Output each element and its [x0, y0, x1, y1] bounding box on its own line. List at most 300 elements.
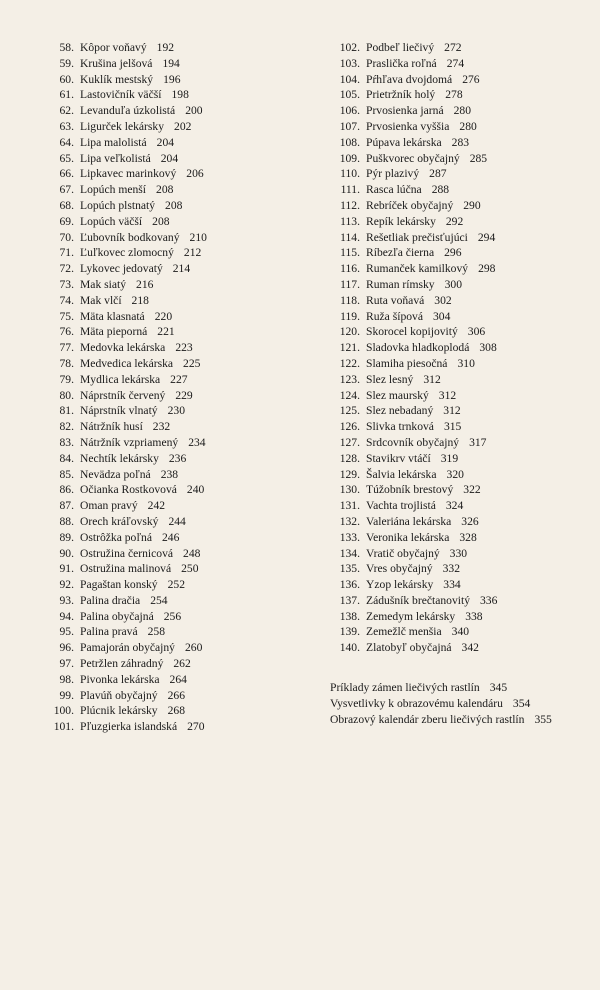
- entry-number: 98.: [59, 672, 74, 686]
- toc-entry: [330, 166, 592, 182]
- toc-entry: [330, 467, 592, 483]
- entry-page-number: 302: [434, 293, 452, 307]
- entry-page-number: 280: [459, 119, 477, 133]
- entry-page-number: 262: [173, 657, 191, 671]
- toc-entry: [330, 198, 592, 214]
- entry-number: 83.: [59, 435, 74, 449]
- entry-number: 90.: [59, 546, 74, 560]
- toc-entry: [46, 182, 316, 198]
- entry-page-number: 330: [449, 546, 468, 560]
- entry-page-number: 230: [167, 404, 185, 418]
- toc-appendix-entry: [330, 696, 592, 712]
- entry-page-number: 202: [174, 119, 192, 133]
- entry-title: Medvedica lekárska: [80, 356, 174, 370]
- entry-number: 119.: [340, 309, 360, 323]
- toc-entry: [46, 356, 316, 372]
- entry-number: 89.: [59, 530, 74, 544]
- entry-page-number: 208: [156, 183, 174, 197]
- entry-page-number: 218: [131, 293, 149, 307]
- toc-entry: [46, 624, 316, 640]
- toc-entry: [330, 309, 592, 325]
- entry-page-number: 312: [443, 404, 461, 418]
- toc-entry: [46, 703, 316, 719]
- entry-title: Rumanček kamilkový: [366, 262, 469, 276]
- entry-page-number: 308: [479, 341, 497, 355]
- entry-number: 116.: [340, 262, 360, 276]
- entry-page-number: 272: [444, 41, 462, 54]
- entry-page-number: 192: [156, 41, 175, 54]
- entry-page-number: 244: [168, 514, 186, 528]
- entry-page-number: 320: [446, 467, 464, 481]
- entry-title: Ríbezľa čierna: [366, 246, 435, 260]
- entry-page-number: 300: [444, 277, 462, 291]
- entry-number: 135.: [339, 562, 360, 576]
- entry-title: Orech kráľovský: [80, 514, 159, 528]
- entry-number: 94.: [59, 609, 74, 623]
- toc-entry: [46, 119, 316, 135]
- entry-title: Podbeľ liečivý: [366, 41, 435, 54]
- toc-entry: [46, 245, 316, 261]
- toc-entry: [46, 609, 316, 625]
- toc-entry: [46, 640, 316, 656]
- entry-page-number: 328: [459, 530, 477, 544]
- entry-title: Púpava lekárska: [366, 135, 442, 149]
- entry-page-number: 332: [442, 562, 460, 576]
- entry-page-number: 238: [160, 467, 179, 481]
- entry-title: Pagaštan konský: [80, 578, 158, 592]
- toc-appendix-entry: [330, 680, 592, 696]
- entry-title: Slivka trnková: [366, 420, 434, 434]
- entry-page-number: 296: [444, 246, 462, 260]
- entry-title: Mäta klasnatá: [80, 309, 145, 323]
- toc-entry: [330, 261, 592, 277]
- entry-title: Slamiha piesočná: [366, 356, 448, 370]
- entry-title: Ostružina černicová: [80, 546, 174, 560]
- entry-number: 108.: [339, 135, 360, 149]
- toc-entry: [330, 403, 592, 419]
- toc-entry: [46, 482, 316, 498]
- entry-number: 133.: [339, 530, 360, 544]
- toc-entry: [330, 482, 592, 498]
- entry-number: 70.: [59, 230, 74, 244]
- toc-entry: [46, 261, 316, 277]
- entry-title: Praslička roľná: [366, 56, 437, 70]
- entry-page-number: 194: [162, 56, 180, 70]
- toc-entry: [330, 388, 592, 404]
- entry-number: 111.: [340, 183, 360, 197]
- entry-page-number: 236: [168, 451, 187, 465]
- entry-title: Valeriána lekárska: [366, 514, 452, 528]
- entry-page-number: 342: [461, 641, 479, 655]
- entry-title: Vysvetlivky k obrazovému kalendáru: [330, 696, 503, 710]
- entry-number: 95.: [59, 625, 74, 639]
- entry-page-number: 256: [163, 609, 182, 623]
- entry-number: 136.: [339, 578, 360, 592]
- toc-entry: [46, 340, 316, 356]
- toc-entry: [330, 372, 592, 388]
- toc-entry: [330, 214, 592, 230]
- toc-entry: [330, 609, 592, 625]
- toc-entry: [46, 388, 316, 404]
- toc-entry: [46, 166, 316, 182]
- toc-entry: [330, 56, 592, 72]
- entry-page-number: 315: [443, 420, 462, 434]
- entry-title: Vratič obyčajný: [366, 546, 440, 560]
- entry-title: Vachta trojlistá: [366, 499, 436, 513]
- entry-number: 81.: [59, 404, 74, 418]
- entry-number: 113.: [340, 214, 360, 228]
- toc-entry: [46, 40, 316, 56]
- toc-entry: [330, 530, 592, 546]
- entry-title: Palina obyčajná: [80, 609, 154, 623]
- entry-page-number: 240: [186, 483, 205, 497]
- entry-page-number: 326: [461, 514, 479, 528]
- entry-number: 91.: [59, 562, 74, 576]
- entry-title: Vres obyčajný: [366, 562, 433, 576]
- toc-entry: [46, 577, 316, 593]
- entry-title: Plúcnik lekársky: [80, 704, 158, 718]
- entry-page-number: 242: [147, 499, 166, 513]
- entry-title: Kôpor voňavý: [80, 41, 147, 54]
- entry-title: Palina pravá: [80, 625, 138, 639]
- entry-number: 65.: [59, 151, 74, 165]
- entry-number: 73.: [59, 277, 74, 291]
- entry-page-number: 274: [446, 56, 465, 70]
- entry-page-number: 212: [183, 246, 202, 260]
- entry-number: 97.: [59, 657, 74, 671]
- entry-title: Veronika lekárska: [366, 530, 450, 544]
- entry-title: Prvosienka vyššia: [366, 119, 450, 133]
- entry-title: Slez maurský: [366, 388, 429, 402]
- entry-number: 128.: [339, 451, 360, 465]
- entry-page-number: 221: [157, 325, 175, 339]
- toc-entry: [46, 72, 316, 88]
- entry-number: 132.: [339, 514, 360, 528]
- entry-number: 93.: [59, 593, 74, 607]
- entry-title: Lipkavec marinkový: [80, 167, 177, 181]
- toc-entry: [46, 672, 316, 688]
- entry-page-number: 294: [477, 230, 496, 244]
- entry-number: 137.: [339, 593, 360, 607]
- entry-title: Zádušník brečtanovitý: [366, 593, 470, 607]
- entry-number: 62.: [59, 104, 74, 118]
- entry-number: 72.: [59, 262, 74, 276]
- toc-entry: [46, 372, 316, 388]
- toc-entry: [46, 214, 316, 230]
- entry-title: Mäta pieporná: [80, 325, 148, 339]
- entry-page-number: 298: [478, 262, 496, 276]
- entry-page-number: 288: [431, 183, 450, 197]
- entry-page-number: 322: [463, 483, 481, 497]
- entry-title: Lykovec jedovatý: [80, 262, 163, 276]
- entry-title: Srdcovník obyčajný: [366, 435, 460, 449]
- toc-entry: [330, 451, 592, 467]
- entry-number: 123.: [339, 372, 360, 386]
- entry-title: Náprstník vlnatý: [80, 404, 158, 418]
- entry-title: Stavikrv vtáčí: [366, 451, 431, 465]
- entry-page-number: 266: [167, 688, 185, 702]
- entry-title: Pŕhľava dvojdomá: [366, 72, 453, 86]
- entry-number: 100.: [53, 704, 74, 718]
- entry-page-number: 304: [433, 309, 451, 323]
- entry-number: 69.: [59, 214, 74, 228]
- entry-number: 60.: [59, 72, 74, 86]
- entry-title: Skorocel kopijovitý: [366, 325, 458, 339]
- entry-title: Medovka lekárska: [80, 341, 166, 355]
- entry-number: 140.: [339, 641, 360, 655]
- entry-title: Prietržník holý: [366, 88, 436, 102]
- entry-page-number: 198: [171, 88, 189, 102]
- entry-title: Obrazový kalendár zberu liečivých rastlín: [330, 712, 525, 726]
- entry-page-number: 280: [453, 104, 471, 118]
- entry-title: Lastovičník väčší: [80, 88, 162, 102]
- toc-entry: [46, 435, 316, 451]
- toc-left-column: [46, 40, 316, 735]
- entry-number: 103.: [339, 56, 360, 70]
- entry-title: Pamajorán obyčajný: [80, 641, 175, 655]
- toc-entry: [46, 561, 316, 577]
- entry-page-number: 229: [175, 388, 193, 402]
- entry-number: 122.: [339, 356, 360, 370]
- entry-title: Lopúch väčší: [80, 214, 143, 228]
- entry-number: 115.: [340, 246, 360, 260]
- toc-entry: [46, 451, 316, 467]
- entry-title: Túžobník brestový: [366, 483, 454, 497]
- entry-page-number: 234: [188, 435, 206, 449]
- toc-entry: [46, 514, 316, 530]
- entry-title: Zemedym lekársky: [366, 609, 456, 623]
- entry-number: 106.: [339, 104, 360, 118]
- entry-title: Pýr plazivý: [366, 167, 420, 181]
- entry-page-number: 220: [154, 309, 173, 323]
- toc-entry: [46, 403, 316, 419]
- toc-entry: [46, 530, 316, 546]
- toc-entry: [46, 151, 316, 167]
- entry-title: Ligurček lekársky: [80, 119, 165, 133]
- entry-title: Príklady zámen liečivých rastlín: [330, 681, 480, 695]
- entry-title: Mydlica lekárska: [80, 372, 161, 386]
- toc-entry: [46, 467, 316, 483]
- entry-page-number: 200: [185, 104, 203, 118]
- entry-number: 118.: [340, 293, 360, 307]
- toc-entry: [46, 87, 316, 103]
- entry-page-number: 250: [181, 562, 199, 576]
- entry-title: Repík lekársky: [366, 214, 436, 228]
- entry-page-number: 264: [169, 672, 187, 686]
- toc-entry: [330, 87, 592, 103]
- toc-entry: [330, 435, 592, 451]
- toc-entry: [330, 624, 592, 640]
- entry-title: Sladovka hladkoplodá: [366, 341, 470, 355]
- entry-number: 127.: [339, 435, 360, 449]
- entry-number: 130.: [339, 483, 360, 497]
- entry-title: Lopúch menší: [80, 183, 147, 197]
- entry-page-number: 246: [162, 530, 180, 544]
- entry-number: 59.: [59, 56, 74, 70]
- entry-number: 87.: [59, 499, 74, 513]
- entry-page-number: 292: [445, 214, 464, 228]
- toc-entry: [330, 340, 592, 356]
- entry-page-number: 306: [467, 325, 486, 339]
- entry-page-number: 206: [186, 167, 204, 181]
- entry-title: Ostružina malinová: [80, 562, 172, 576]
- entry-page-number: 223: [175, 341, 193, 355]
- entry-title: Petržlen záhradný: [80, 657, 164, 671]
- entry-title: Puškvorec obyčajný: [366, 151, 460, 165]
- entry-title: Očianka Rostkovová: [80, 483, 177, 497]
- entry-page-number: 252: [167, 578, 185, 592]
- entry-title: Mak vlčí: [80, 293, 122, 307]
- entry-title: Oman pravý: [80, 499, 138, 513]
- entry-number: 66.: [59, 167, 74, 181]
- entry-page-number: 287: [429, 167, 447, 181]
- entry-number: 107.: [339, 119, 360, 133]
- entry-page-number: 324: [445, 499, 464, 513]
- entry-title: Slez nebadaný: [366, 404, 434, 418]
- toc-entry: [330, 498, 592, 514]
- entry-number: 117.: [340, 277, 360, 291]
- entry-title: Nevädza poľná: [80, 467, 151, 481]
- entry-page-number: 204: [160, 151, 179, 165]
- entry-number: 61.: [59, 88, 74, 102]
- toc-entry: [46, 688, 316, 704]
- entry-page-number: 196: [163, 72, 181, 86]
- toc-entry: [330, 546, 592, 562]
- toc-appendix-list: [330, 680, 592, 727]
- entry-title: Kuklík mestský: [80, 72, 154, 86]
- entry-number: 112.: [340, 198, 360, 212]
- entry-page-number: 336: [480, 593, 498, 607]
- entry-page-number: 254: [150, 593, 168, 607]
- entry-number: 134.: [339, 546, 360, 560]
- entry-number: 67.: [59, 183, 74, 197]
- toc-entry: [330, 277, 592, 293]
- entry-page-number: 285: [469, 151, 488, 165]
- toc-entry: [330, 135, 592, 151]
- entry-number: 88.: [59, 514, 74, 528]
- entry-title: Rešetliak prečisťujúci: [366, 230, 468, 244]
- toc-entry: [46, 498, 316, 514]
- entry-title: Lopúch plstnatý: [80, 198, 156, 212]
- toc-right-column: [330, 40, 592, 727]
- entry-title: Ľuľkovec zlomocný: [80, 246, 174, 260]
- toc-entry: [330, 324, 592, 340]
- toc-entry: [330, 119, 592, 135]
- entry-title: Mak siatý: [80, 277, 127, 291]
- toc-entry: [330, 640, 592, 656]
- entry-title: Palina dračia: [80, 593, 141, 607]
- entry-title: Náprstník červený: [80, 388, 166, 402]
- toc-entry: [46, 293, 316, 309]
- entry-page-number: 312: [438, 388, 457, 402]
- toc-entry: [46, 546, 316, 562]
- entry-number: 68.: [59, 198, 74, 212]
- entry-page-number: 340: [451, 625, 470, 639]
- toc-entry: [330, 561, 592, 577]
- entry-page-number: 270: [187, 720, 205, 734]
- toc-entry: [46, 135, 316, 151]
- entry-title: Šalvia lekárska: [366, 467, 437, 481]
- toc-entry: [330, 230, 592, 246]
- entry-number: 77.: [59, 341, 74, 355]
- entry-number: 125.: [339, 404, 360, 418]
- entry-number: 74.: [59, 293, 74, 307]
- entry-page-number: 290: [463, 198, 481, 212]
- toc-entry: [46, 277, 316, 293]
- toc-entry: [330, 72, 592, 88]
- toc-entry: [330, 419, 592, 435]
- toc-appendix-entry: [330, 712, 592, 728]
- toc-entry: [330, 593, 592, 609]
- entry-title: Zemežlč menšia: [366, 625, 442, 639]
- entry-page-number: 355: [534, 712, 552, 726]
- entry-number: 110.: [340, 167, 360, 181]
- entry-number: 109.: [339, 151, 360, 165]
- toc-entry: [46, 230, 316, 246]
- toc-entry: [46, 419, 316, 435]
- toc-entry: [330, 514, 592, 530]
- entry-page-number: 354: [512, 696, 531, 710]
- toc-entry: [330, 182, 592, 198]
- entry-page-number: 204: [156, 135, 175, 149]
- toc-entry: [46, 593, 316, 609]
- entry-page-number: 248: [183, 546, 201, 560]
- entry-title: Yzop lekársky: [366, 578, 434, 592]
- entry-number: 85.: [59, 467, 74, 481]
- entry-title: Ruta voňavá: [366, 293, 425, 307]
- entry-number: 79.: [59, 372, 74, 386]
- toc-entry: [330, 577, 592, 593]
- entry-number: 78.: [59, 356, 74, 370]
- entry-number: 131.: [339, 499, 360, 513]
- entry-number: 129.: [339, 467, 360, 481]
- entry-number: 138.: [339, 609, 360, 623]
- entry-title: Nátržník vzpriamený: [80, 435, 179, 449]
- entry-title: Ľubovník bodkovaný: [80, 230, 180, 244]
- toc-entry: [330, 293, 592, 309]
- entry-title: Prvosienka jarná: [366, 104, 444, 118]
- entry-number: 92.: [59, 578, 74, 592]
- entry-number: 75.: [59, 309, 74, 323]
- entry-page-number: 258: [147, 625, 166, 639]
- toc-entry: [330, 40, 592, 56]
- entry-number: 121.: [339, 341, 360, 355]
- entry-title: Pivonka lekárska: [80, 672, 160, 686]
- entry-title: Ostrôžka poľná: [80, 530, 152, 544]
- entry-page-number: 216: [136, 277, 154, 291]
- entry-page-number: 283: [451, 135, 470, 149]
- toc-entry: [330, 151, 592, 167]
- entry-page-number: 317: [469, 435, 487, 449]
- entry-title: Pľuzgierka islandská: [80, 720, 178, 734]
- entry-number: 126.: [339, 420, 360, 434]
- entry-number: 63.: [59, 119, 74, 133]
- entry-title: Ruža šípová: [366, 309, 423, 323]
- entry-title: Lipa malolistá: [80, 135, 147, 149]
- entry-number: 102.: [339, 41, 360, 54]
- entry-page-number: 214: [172, 262, 191, 276]
- entry-number: 82.: [59, 420, 74, 434]
- entry-number: 84.: [59, 451, 74, 465]
- entry-number: 124.: [339, 388, 360, 402]
- toc-entry: [46, 309, 316, 325]
- toc-entry: [46, 198, 316, 214]
- entry-page-number: 268: [167, 704, 185, 718]
- entry-number: 114.: [340, 230, 360, 244]
- entry-page-number: 208: [152, 214, 170, 228]
- entry-title: Lipa veľkolistá: [80, 151, 151, 165]
- toc-entry: [330, 245, 592, 261]
